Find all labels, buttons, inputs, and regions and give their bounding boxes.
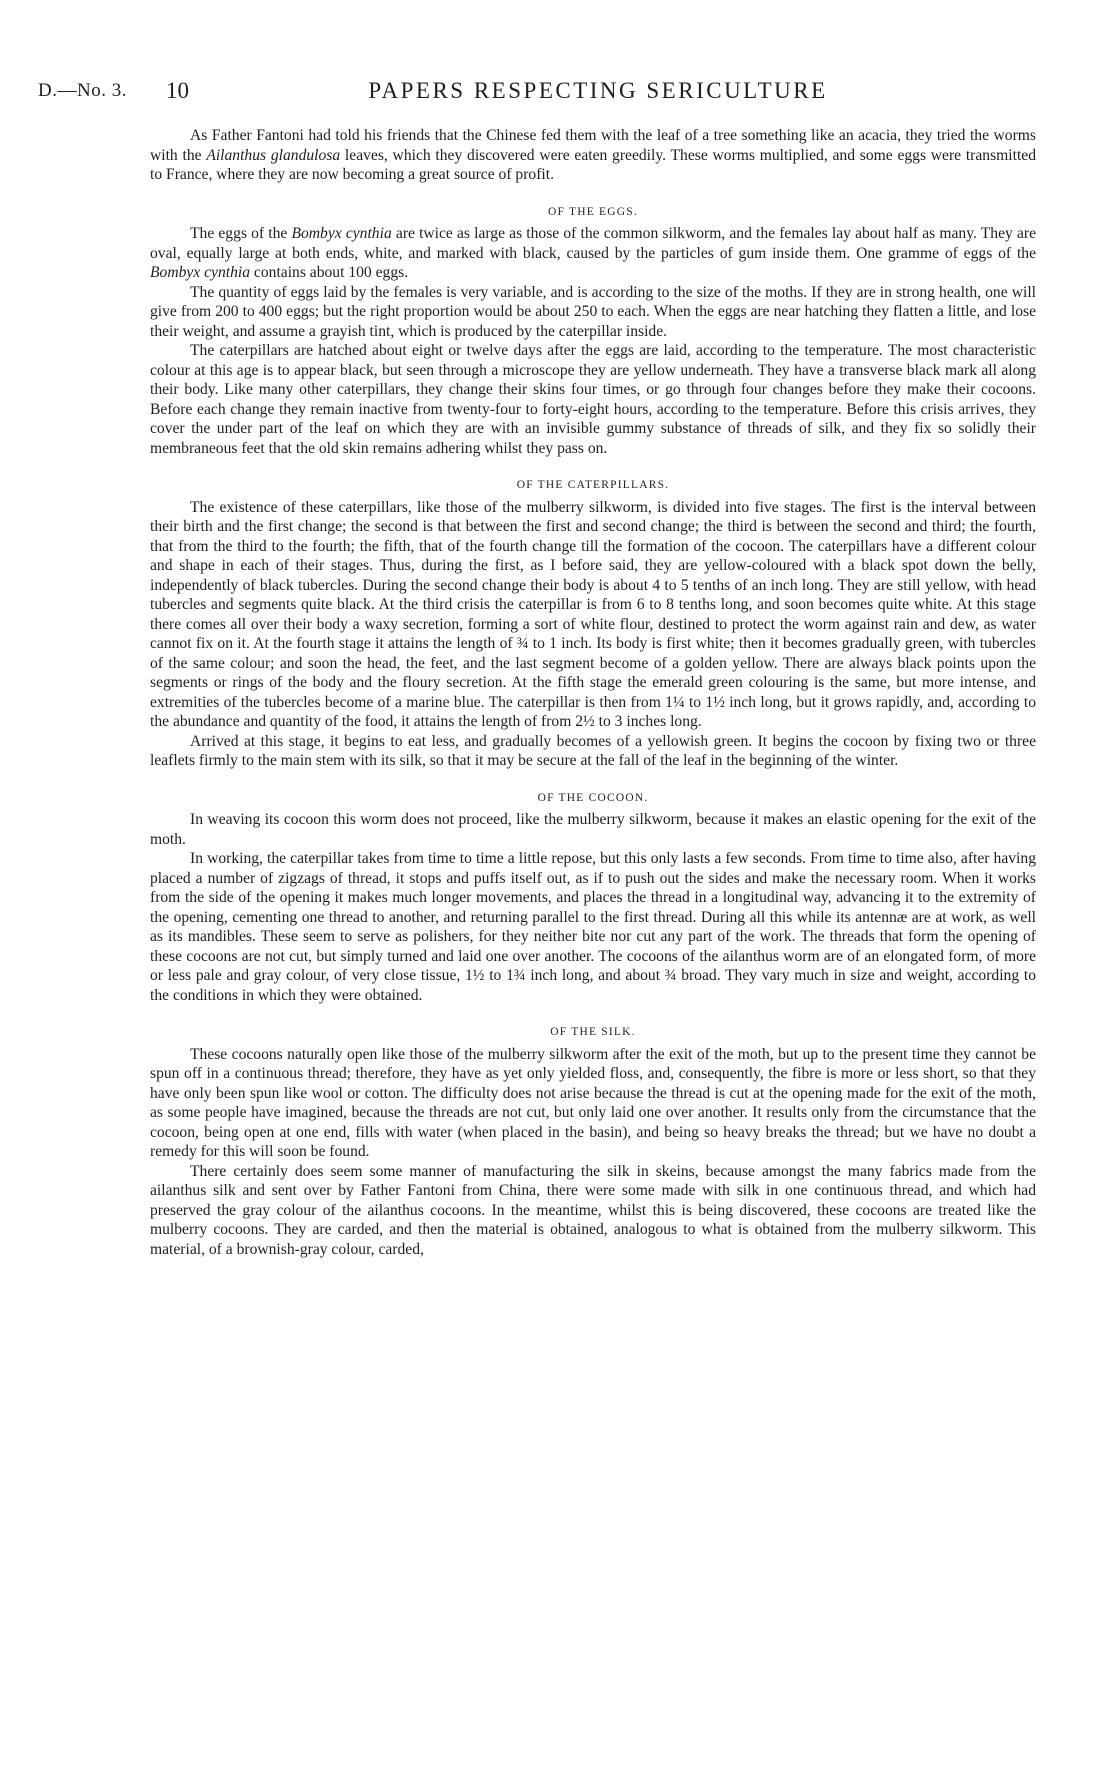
eggs-paragraph-3: The caterpillars are hatched about eight or twelve days after the eggs are laid, according to the temperature. The most characteristic colour at this age is to appear black, but seen through a microscope they are yellow underneath. They have a transverse black mark all along their body. Like many other caterpillars, they change their skins four times, or go through four changes before they make their cocoons. Before each change they remain inactive from twenty-four to forty-eight hours, according to the temperature. Before this crisis arrives, they cover the under part of the leaf on which they are with an invisible gummy substance of threads of silk, and they fix so solidly their membraneous feet that the old skin remains adhering whilst they pass on. <box>150 342 1036 457</box>
silk-paragraph-1: These cocoons naturally open like those of the mulberry silkworm after the exit of the moth, but up to the present time they cannot be spun off in a continuous thread; therefore, they have as yet only yielded floss, and, consequently, the fibre is more or less short, so that they have only been spun like wool or cotton. The difficulty does not arise because the thread is cut at the opening made for the exit of the moth, as some people have imagined, because the threads are not cut, but only laid one over another. It results only from the circumstance that the cocoon, being open at one end, fills with water (when placed in the basin), and being so heavy breaks the thread; but we have no doubt a remedy for this will soon be found. <box>150 1045 1036 1160</box>
page-header <box>38 78 1038 108</box>
running-title: PAPERS RESPECTING SERICULTURE <box>368 78 828 103</box>
silk-paragraph-2: There certainly does seem some manner of manufacturing the silk in skeins, because amongst the many fabrics made from the ailanthus silk and sent over by Father Fantoni from China, there were some made with silk in one continuous thread, and which had preserved the gray colour of the ailanthus cocoons. In the meantime, whilst this is being discovered, these cocoons are treated like the mulberry cocoons. They are carded, and then the material is obtained, analogous to what is obtained from the mulberry silkworm. This material, of a brownish-gray colour, carded, <box>150 1162 1036 1258</box>
section-heading-caterpillars: OF THE CATERPILLARS. <box>516 479 670 491</box>
caterpillars-paragraph-1: The existence of these caterpillars, like those of the mulberry silkworm, is divided into five stages. The first is the interval between their birth and the first change; the second is that between the first and second change; the third is between the second and third; the fourth, that from the third to the fourth; the fifth, that of the fourth change till the formation of the cocoon. The caterpillars have a different colour and shape in each of their stages. Thus, during the first, as I before said, they are yellow-coloured with a black spot down the belly, independently of black tubercles. During the second change their body is about 4 to 5 tenths of an inch long. They are still yellow, with head tubercles and segments quite black. At the third crisis the caterpillar is from 6 to 8 tenths long, and soon becomes quite white. At this stage there comes all over their body a waxy secretion, forming a sort of white flour, destined to protect the worm against rain and dew, as water cannot fix on it. At the fourth stage it attains the length of ¾ to 1 inch. Its body is first white; then it becomes gradually green, with tubercles of the same colour; and soon the head, the feet, and the last segment become of a golden yellow. There are always black points upon the segments or rings of the body and the floury secretion. At the fifth stage the emerald green colouring is the same, but more intense, and extremities of the tubercles become of a marine blue. The caterpillar is then from 1¼ to 1½ inch long, but it grows rapidly, and, according to the abundance and quantity of the food, it attains the length of from 2½ to 3 inches long. <box>150 498 1036 730</box>
section-heading-cocoon: OF THE COCOON. <box>537 791 649 804</box>
section-heading-silk: OF THE SILK. <box>550 1026 636 1038</box>
page-number: 10 <box>166 78 189 103</box>
eggs-paragraph-2: The quantity of eggs laid by the females is very variable, and is according to the size of the moths. If they are in strong health, one will give from 200 to 400 eggs; but the right proportion would be about 250 to each. When the eggs are near hatching they flatten a little, and lose their weight, and assume a grayish tint, which is produced by the caterpillar inside. <box>150 283 1036 340</box>
caterpillars-paragraph-2: Arrived at this stage, it begins to eat less, and gradually becomes of a yellowish green. It begins the cocoon by fixing two or three leaflets firmly to the main stem with its silk, so that it may be secure at the fall of the leaf in the beginning of the winter. <box>150 732 1036 769</box>
intro-paragraph: As Father Fantoni had told his friends that the Chinese fed them with the leaf of a tree something like an acacia, they tried the worms with the Ailanthus glandulosa leaves, which they discovered were eaten greedily. These worms multiplied, and some eggs were transmitted to France, where they are now becoming a great source of profit. <box>150 127 1037 183</box>
document-reference: D.—No. 3. <box>38 80 127 101</box>
body-text <box>150 126 1036 1259</box>
eggs-paragraph-1: The eggs of the Bombyx cynthia are twice as large as those of the common silkworm, and the females lay about half as many. They are oval, equally large at both ends, white, and marked with black, caused by the particles of gum inside them. One gramme of eggs of the Bombyx cynthia contains about 100 eggs. <box>150 225 1036 281</box>
cocoon-paragraph-1: In weaving its cocoon this worm does not proceed, like the mulberry silkworm, because it makes an elastic opening for the exit of the moth. <box>150 811 1036 848</box>
cocoon-paragraph-2: In working, the caterpillar takes from time to time a little repose, but this only lasts a few seconds. From time to time also, after having placed a number of zigzags of thread, it stops and puffs itself out, as if to push out the sides and make the necessary room. When it works from the side of the opening it makes much longer movements, and places the thread in a longitudinal way, advancing it to the extremity of the opening, cementing one thread to another, and returning parallel to the first thread. During all this while its antennæ are at work, as well as its mandibles. These seem to serve as polishers, for they neither bite nor cut any part of the work. The threads that form the opening of these cocoons are not cut, but simply turned and laid one over another. The cocoons of the ailanthus worm are of an elongated form, of more or less pale and gray colour, of very close tissue, 1½ to 1¾ inch long, and about ¾ broad. They vary much in size and weight, according to the conditions in which they were obtained. <box>150 850 1036 1004</box>
section-heading-eggs: OF THE EGGS. <box>548 205 638 218</box>
